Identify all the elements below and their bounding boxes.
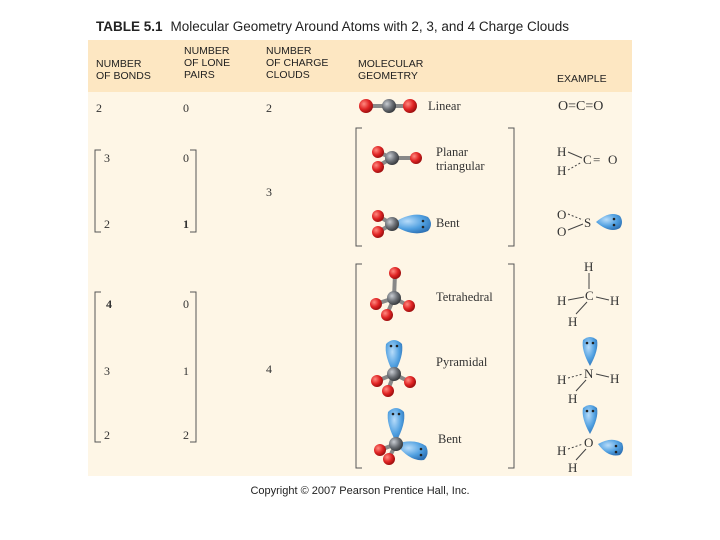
hydrogen-atom — [389, 267, 401, 279]
row-5-bonds: 3 — [104, 364, 110, 378]
model-bent-3 — [372, 210, 431, 238]
copyright-notice: Copyright © 2007 Pearson Prentice Hall, Inc. — [250, 485, 470, 497]
geometry-tetrahedral: Tetrahedral — [436, 290, 493, 304]
lone-pair-lobe — [596, 214, 622, 230]
h2co-h-bottom: H — [557, 163, 567, 178]
hydrogen-atom — [404, 376, 416, 388]
row-6-bonds: 2 — [104, 428, 110, 442]
group-three-clouds: 3 — [266, 185, 272, 199]
lone-pair-lobe — [583, 337, 598, 366]
h2o-oxygen: O — [584, 435, 594, 450]
carbon-atom — [382, 99, 396, 113]
lone-pair-lobe — [583, 405, 598, 434]
hydrogen-atom — [381, 309, 393, 321]
oxygen-atom — [372, 210, 384, 222]
geometry-linear: Linear — [428, 99, 461, 113]
geometry-pyramidal: Pyramidal — [436, 355, 488, 369]
carbon-atom — [385, 151, 399, 165]
lone-pair-lobe — [388, 408, 405, 442]
group-four-clouds: 4 — [266, 362, 272, 376]
bracket-geometry-4 — [356, 264, 514, 468]
bracket-group-4 — [95, 292, 196, 442]
row-1-lone-pairs: 0 — [183, 101, 189, 115]
row-4-lone-pairs: 0 — [183, 297, 189, 311]
model-planar-triangular — [372, 146, 422, 173]
sulfur-atom — [385, 217, 399, 231]
oxygen-atom — [410, 152, 422, 164]
so2-oxygen-top: O — [557, 207, 567, 222]
oxygen-atom — [372, 146, 384, 158]
row-4-bonds: 4 — [106, 297, 112, 311]
header-lone-pairs: NUMBER OF LONE PAIRS — [184, 45, 231, 81]
oxygen-atom — [359, 99, 373, 113]
model-bent-4 — [374, 408, 428, 465]
h2co-h-top: H — [557, 144, 567, 159]
hydrogen-atom — [382, 385, 394, 397]
table-label: TABLE 5.1 — [96, 19, 163, 34]
bracket-group-3 — [95, 150, 196, 232]
row-1-clouds: 2 — [266, 101, 272, 115]
row-6-lone-pairs: 2 — [183, 428, 189, 442]
header-geometry: MOLECULAR GEOMETRY — [358, 58, 424, 82]
nitrogen-atom — [387, 367, 401, 381]
example-lone-pairs — [583, 214, 623, 456]
nh3-nitrogen: N — [584, 366, 594, 381]
oxygen-atom — [389, 437, 403, 451]
row-5-lone-pairs: 1 — [183, 364, 189, 378]
table-caption: Molecular Geometry Around Atoms with 2, 3, and 4 Charge Clouds — [170, 19, 569, 34]
ch4-h-left: H — [557, 293, 567, 308]
geometry-bent-4: Bent — [438, 432, 462, 446]
nh3-h-right: H — [610, 371, 620, 386]
geometry-bent-3: Bent — [436, 216, 460, 230]
nh3-h-left: H — [557, 372, 567, 387]
nh3-h-bottom: H — [568, 391, 578, 406]
oxygen-atom — [372, 226, 384, 238]
model-tetrahedral — [370, 267, 415, 321]
h2o-h-left: H — [557, 443, 567, 458]
row-2-bonds: 3 — [104, 151, 110, 165]
ch4-carbon: C — [585, 288, 594, 303]
model-pyramidal — [371, 340, 416, 397]
so2-sulfur: S — [584, 215, 592, 230]
row-1-bonds: 2 — [96, 101, 102, 115]
h2co-oxygen: O — [608, 152, 618, 167]
co2-oxygen-1: O — [558, 99, 569, 114]
h2co-carbon: C — [583, 152, 592, 167]
hydrogen-atom — [403, 300, 415, 312]
ch4-h-right: H — [610, 293, 620, 308]
header-charge-clouds: NUMBER OF CHARGE CLOUDS — [266, 45, 329, 81]
co2-oxygen-2: O — [593, 99, 604, 114]
hydrogen-atom — [374, 444, 386, 456]
ch4-h-bottom: H — [568, 314, 578, 329]
row-2-lone-pairs: 0 — [183, 151, 189, 165]
so2-oxygen-bottom: O — [557, 224, 567, 239]
ch4-h-top: H — [584, 259, 594, 274]
co2-bond-2: = — [585, 99, 594, 114]
co2-bond-1: = — [568, 99, 577, 114]
oxygen-atom — [372, 161, 384, 173]
co2-carbon: C — [576, 99, 586, 114]
geometry-planar-triangular: Planar triangular — [436, 145, 485, 173]
h2o-h-bottom: H — [568, 460, 578, 475]
h2co-double-bond: = — [593, 152, 601, 167]
lone-pair-lobe — [598, 440, 623, 456]
oxygen-atom — [403, 99, 417, 113]
row-3-bonds: 2 — [104, 217, 110, 231]
hydrogen-atom — [370, 298, 382, 310]
header-bonds: NUMBER OF BONDS — [96, 58, 151, 82]
carbon-atom — [387, 291, 401, 305]
hydrogen-atom — [383, 453, 395, 465]
hydrogen-atom — [371, 375, 383, 387]
model-linear — [359, 99, 417, 113]
header-example: EXAMPLE — [557, 73, 607, 85]
row-3-lone-pairs: 1 — [183, 217, 189, 231]
